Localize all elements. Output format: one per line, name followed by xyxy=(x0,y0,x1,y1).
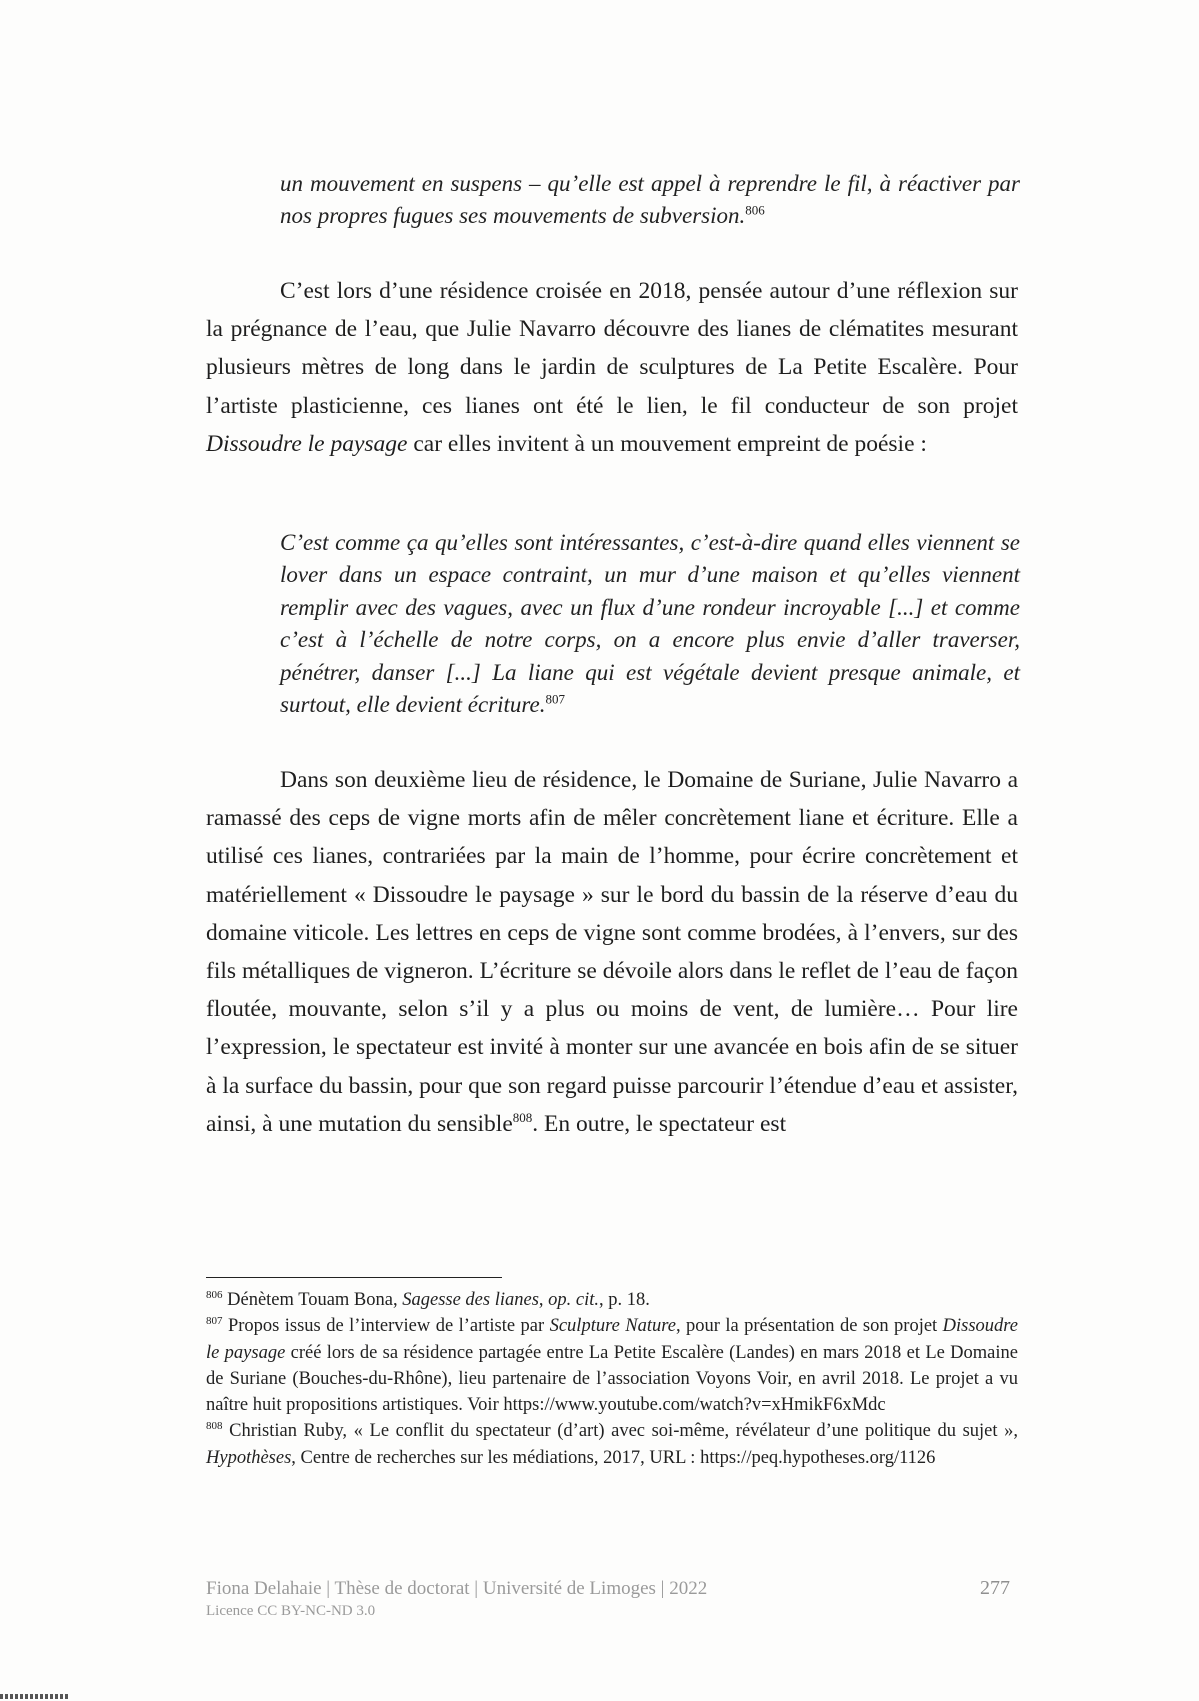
op-cit: op. cit. xyxy=(548,1290,600,1310)
block-quote-interview xyxy=(280,527,1020,721)
footnote-separator xyxy=(206,1277,502,1278)
work-title: Dissoudre le paysage xyxy=(206,1316,1018,1363)
footer-license: Licence CC BY-NC-ND 3.0 xyxy=(206,1603,376,1619)
footnote-text: , p. 18. xyxy=(599,1290,650,1310)
footnote-806 xyxy=(206,1287,1018,1313)
book-title: Sagesse des lianes xyxy=(402,1290,539,1310)
footnote-807 xyxy=(206,1313,1018,1418)
footnote-text: , xyxy=(538,1290,549,1310)
footnote-ref-806[interactable]: 806 xyxy=(745,202,765,218)
body-paragraph-1 xyxy=(206,272,1018,463)
work-title: Dissoudre le paysage xyxy=(206,430,408,457)
footnote-ref-807[interactable]: 807 xyxy=(545,691,565,707)
quote-text: un mouvement en suspens – qu’elle est appel à reprendre le fil, à réactiver par nos propres fugues ses mouvements de subversion. xyxy=(280,171,1020,228)
journal-title: Hypothèses xyxy=(206,1447,292,1468)
paragraph-text: car elles invitent à un mouvement empreint de poésie : xyxy=(407,430,927,457)
body-paragraph-2 xyxy=(206,761,1018,1143)
footnote-text: Christian Ruby, « Le conflit du spectateur (d’art) avec soi-même, révélateur d’une politique du sujet », xyxy=(229,1421,1018,1442)
quote-text: C’est comme ça qu’elles sont intéressantes, c’est-à-dire quand elles viennent se lover dans un espace contraint, un mur d’une maison et qu’elles viennent remplir avec des vagues, avec un flux d’une rondeur incroyable [...] et comme c’est à l’échelle de notre corps, on a encore plus envie d’aller traverser, pénétrer, danser [...] La liane qui est végétale devient presque animale, et surtout, elle devient écriture. xyxy=(280,530,1020,718)
footnote-text: , pour la présentation de son projet xyxy=(675,1316,943,1337)
footnote-text: , Centre de recherches sur les médiations, 2017, URL : https://peq.hypotheses.org/1126 xyxy=(291,1447,936,1468)
source-title: Sculpture Nature xyxy=(549,1316,676,1337)
footnote-text: créé lors de sa résidence partagée entre La Petite Escalère (Landes) en mars 2018 et Le Domaine de Suriane (Bouches-du-Rhône), lieu partenaire de l’association Voyons Voir, en avril 2018. Le projet a vu naître huit propositions artistiques. Voir https://www.youtube.com/watch?v=xHmikF6xMdc xyxy=(206,1342,1018,1416)
paragraph-text: C’est lors d’une résidence croisée en 2018, pensée autour d’une réflexion sur la prégnance de l’eau, que Julie Navarro découvre des lianes de clématites mesurant plusieurs mètres de long dans le jardin de sculptures de La Petite Escalère. Pour l’artiste plasticienne, ces lianes ont été le lien, le fil conducteur de son projet xyxy=(206,278,1018,419)
block-quote-continued xyxy=(280,168,1020,232)
scan-artifact xyxy=(0,1694,70,1699)
paragraph-text: . En outre, le spectateur est xyxy=(532,1110,787,1137)
footnote-number: 807 xyxy=(206,1315,223,1328)
footnote-ref-808[interactable]: 808 xyxy=(512,1110,533,1125)
footer-author-line: Fiona Delahaie | Thèse de doctorat | Université de Limoges | 2022 xyxy=(206,1578,708,1599)
footnote-number: 808 xyxy=(206,1420,223,1433)
footnote-808 xyxy=(206,1418,1018,1471)
footnote-text: Dénètem Touam Bona, xyxy=(227,1290,403,1310)
footnote-text: Propos issus de l’interview de l’artiste par xyxy=(227,1316,550,1337)
page-number: 277 xyxy=(980,1577,1010,1599)
footnote-number: 806 xyxy=(206,1288,223,1301)
paragraph-text: Dans son deuxième lieu de résidence, le Domaine de Suriane, Julie Navarro a ramassé des ceps de vigne morts afin de mêler concrètement liane et écriture. Elle a utilisé ces lianes, contrariées par la main de l’homme, pour écrire concrètement et matériellement « Dissoudre le paysage » sur le bord du bassin de la réserve d’eau du domaine viticole. Les lettres en ceps de vigne sont comme brodées, à l’envers, sur des fils métalliques de vigneron. L’écriture se dévoile alors dans le reflet de l’eau de façon floutée, mouvante, selon s’il y a plus ou moins de vent, de lumière… Pour lire l’expression, le spectateur est invité à monter sur une avancée en bois afin de se situer à la surface du bassin, pour que son regard puisse parcourir l’étendue d’eau et assister, ainsi, à une mutation du sensible xyxy=(206,767,1018,1137)
footnotes xyxy=(206,1287,1018,1471)
